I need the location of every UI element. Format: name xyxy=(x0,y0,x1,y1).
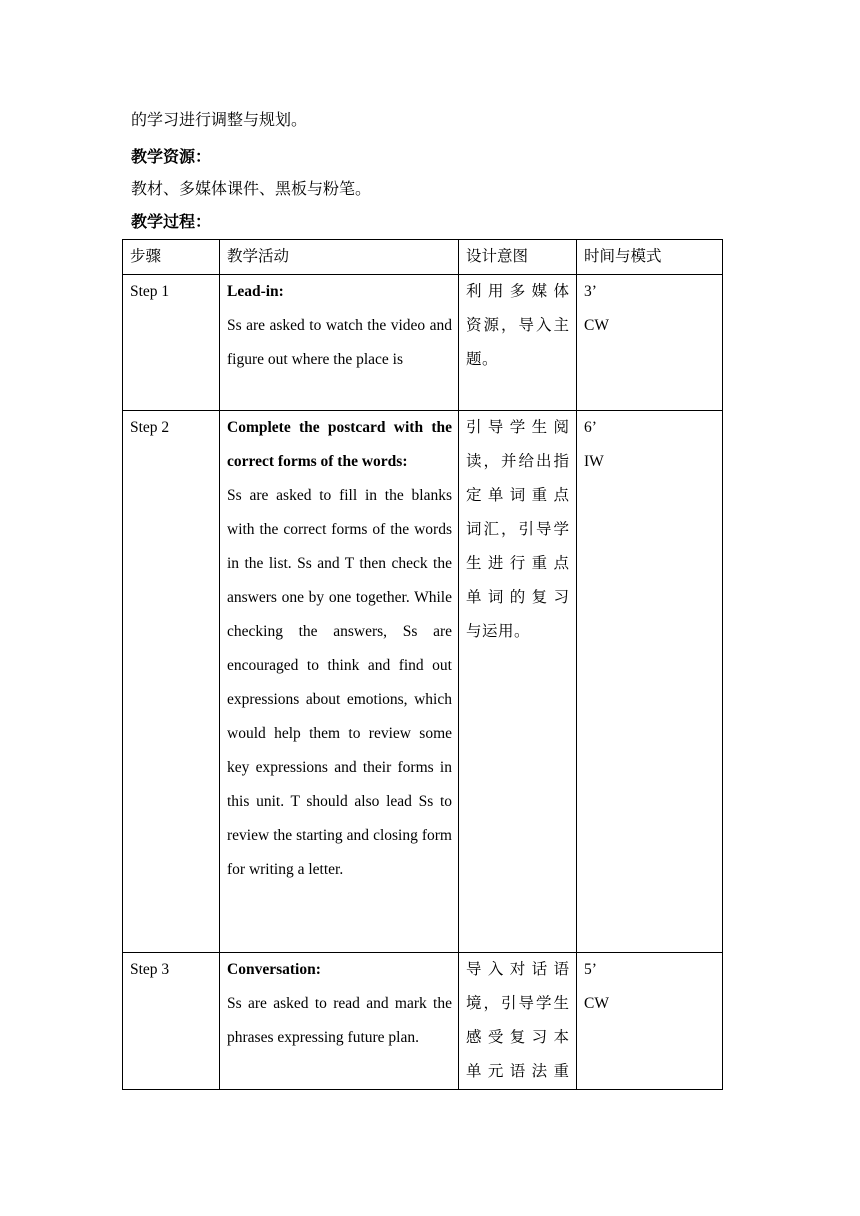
header-step: 步骤 xyxy=(123,240,220,275)
intent-line: 读，并给出指 xyxy=(466,453,570,470)
resources-heading: 教学资源： xyxy=(131,149,212,166)
time-value: 5’ xyxy=(584,961,597,978)
table-row xyxy=(123,953,723,1090)
intent-line: 单元语法重 xyxy=(466,1063,570,1080)
step-cell: Step 2 xyxy=(123,411,220,953)
activity-body: Ss are asked to watch the video and figure out where the place is xyxy=(227,317,452,368)
intent-cell xyxy=(459,411,577,953)
time-value: 3’ xyxy=(584,283,597,300)
activity-cell xyxy=(220,411,459,953)
intent-line: 与运用。 xyxy=(466,623,531,640)
intent-line: 单词的复习 xyxy=(466,589,570,606)
activity-cell xyxy=(220,953,459,1090)
intro-line: 的学习进行调整与规划。 xyxy=(131,112,308,129)
step-cell: Step 1 xyxy=(123,275,220,411)
header-activity: 教学活动 xyxy=(220,240,459,275)
activity-title: Lead-in: xyxy=(227,283,284,300)
step-cell: Step 3 xyxy=(123,953,220,1090)
resources-text: 教材、多媒体课件、黑板与粉笔。 xyxy=(131,181,372,198)
header-intent: 设计意图 xyxy=(459,240,577,275)
mode-value: CW xyxy=(584,995,609,1012)
time-mode-cell xyxy=(577,275,723,411)
teaching-process-table xyxy=(122,239,723,1090)
intent-line: 境，引导学生 xyxy=(466,995,570,1012)
table-row xyxy=(123,411,723,953)
intent-line: 感受复习本 xyxy=(466,1029,570,1046)
activity-cell xyxy=(220,275,459,411)
intent-cell xyxy=(459,953,577,1090)
intent-line: 定单词重点 xyxy=(466,487,570,504)
intent-line: 词汇，引导学 xyxy=(466,521,570,538)
intent-line: 资源，导入主 xyxy=(466,317,570,334)
time-mode-cell xyxy=(577,953,723,1090)
mode-value: CW xyxy=(584,317,609,334)
intent-line: 利用多媒体 xyxy=(466,283,570,300)
mode-value: IW xyxy=(584,453,604,470)
header-time-mode: 时间与模式 xyxy=(577,240,723,275)
table-header-row xyxy=(123,240,723,275)
intent-line: 引导学生阅 xyxy=(466,419,570,436)
activity-body: Ss are asked to read and mark the phrases expressing future plan. xyxy=(227,995,452,1046)
table-row xyxy=(123,275,723,411)
intent-line: 题。 xyxy=(466,351,499,368)
activity-title: Complete the postcard with the correct forms of the words: xyxy=(227,419,452,470)
process-heading: 教学过程： xyxy=(131,214,212,231)
intent-line: 生进行重点 xyxy=(466,555,570,572)
time-mode-cell xyxy=(577,411,723,953)
activity-title: Conversation: xyxy=(227,961,321,978)
activity-body: Ss are asked to fill in the blanks with the correct forms of the words in the list. Ss and T then check the answers one by one together. While checking the answers, Ss are encouraged to think and find out expressions about emotions, which would help them to review some key expressions and their forms in this unit. T should also lead Ss to review the starting and closing form for writing a letter. xyxy=(227,487,452,878)
time-value: 6’ xyxy=(584,419,597,436)
intent-cell xyxy=(459,275,577,411)
intent-line: 导入对话语 xyxy=(466,961,570,978)
